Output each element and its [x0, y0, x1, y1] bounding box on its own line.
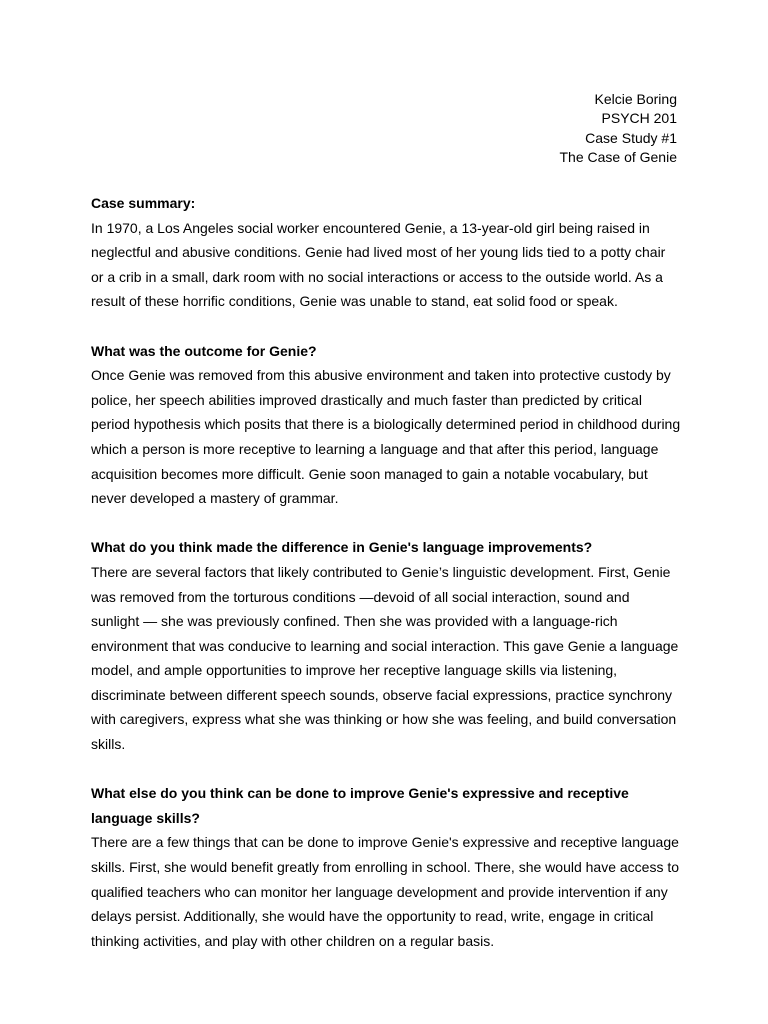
section-improvements	[91, 781, 681, 953]
section-paragraph: In 1970, a Los Angeles social worker encountered Genie, a 13-year-old girl being raised in neglectful and abusive conditions. Genie had lived most of her young lids tied to a potty chair or a crib in a small, dark room with no social interactions or access to the outside world. As a result of these horrific conditions, Genie was unable to stand, eat solid food or speak.	[91, 219, 666, 310]
section-difference	[91, 535, 681, 756]
section-paragraph: There are several factors that likely contributed to Genie’s linguistic development. First, Genie was removed from the torturous conditions —devoid of all social interaction, sound and sunlight — she was previously confined. Then she was provided with a language-rich environment that was conducive to learning and social interaction. This gave Genie a language model, and ample opportunities to improve her receptive language skills via listening, discriminate between different speech sounds, observe facial expressions, practice synchrony with caregivers, express what she was thinking or how she was feeling, and build conversation skills.	[91, 563, 679, 753]
section-heading: What was the outcome for Genie?	[91, 342, 317, 359]
section-heading: Case summary:	[91, 195, 196, 211]
assignment-label: Case Study #1	[585, 129, 677, 146]
document-title: The Case of Genie	[559, 148, 677, 165]
course-code: PSYCH 201	[601, 110, 677, 127]
section-case-summary	[91, 191, 681, 314]
section-heading: What do you think made the difference in Genie's language improvements?	[91, 539, 593, 556]
document-body	[91, 191, 681, 978]
author-name: Kelcie Boring	[594, 91, 677, 107]
section-paragraph: There are a few things that can be done to improve Genie's expressive and receptive language skills. First, she would benefit greatly from enrolling in school. There, she would have access to qualified teachers who can monitor her language development and provide intervention if any delays persist. Additionally, she would have the opportunity to read, write, engage in critical thinking activities, and play with other children on a regular basis.	[91, 834, 680, 949]
section-heading: What else do you think can be done to improve Genie's expressive and receptive language skills?	[91, 785, 629, 826]
document-header	[559, 90, 677, 167]
section-paragraph: Once Genie was removed from this abusive environment and taken into protective custody by police, her speech abilities improved drastically and much faster than predicted by critical period hypothesis which posits that there is a biologically determined period in childhood during which a person is more receptive to learning a language and that after this period, language acquisition becomes more difficult. Genie soon managed to gain a notable vocabulary, but never developed a mastery of grammar.	[91, 367, 681, 507]
section-outcome	[91, 339, 681, 511]
